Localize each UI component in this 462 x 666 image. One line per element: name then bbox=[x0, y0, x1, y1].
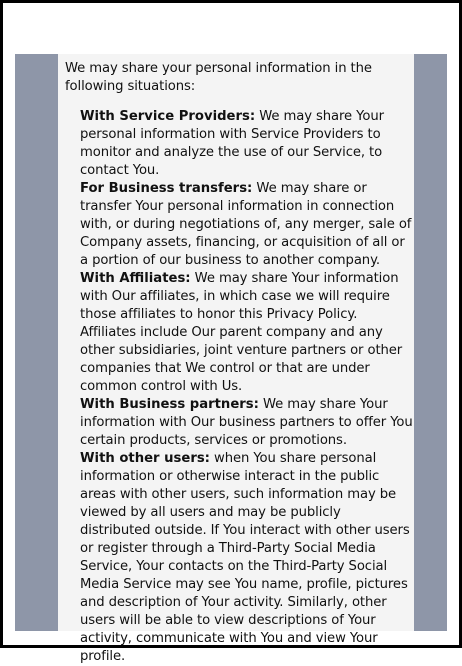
list-item-text: We may share Your information with Our business partners to offer You certain products, services or promotions. bbox=[80, 397, 413, 448]
list-item-other-users bbox=[80, 450, 414, 666]
list-item-affiliates bbox=[80, 270, 414, 396]
top-bar bbox=[6, 6, 456, 54]
list-item-text: We may share or transfer Your personal information in connection with, or during negotiations of, any merger, sale of Company assets, financing, or acquisition of all or a portion of our business to another company. bbox=[80, 181, 412, 268]
list-item-text: We may share Your information with Our affiliates, in which case we will require those affiliates to honor this Privacy Policy. Affiliates include Our parent company and any other subsidiaries, joint venture partners or other companies that We control or that are under common control with Us. bbox=[80, 271, 403, 394]
intro-paragraph: We may share your personal information in the following situations: bbox=[65, 61, 372, 94]
list-item-term: With Service Providers: bbox=[80, 109, 256, 124]
document-viewer[interactable] bbox=[15, 54, 447, 664]
list-item-term: With other users: bbox=[80, 451, 210, 466]
list-item-text: when You share personal information or otherwise interact in the public areas with other users, such information may be viewed by all users and may be publicly distributed outside. If You interact with other users or register through a Third-Party Social Media Service, Your contacts on the Third-Party Social Media Service may see You name, profile, pictures and description of Your activity. Similarly, other users will be able to view descriptions of Your activity, communicate with You and view Your profile. bbox=[80, 451, 410, 664]
list-item-business-partners bbox=[80, 396, 414, 450]
list-item-term: For Business transfers: bbox=[80, 181, 253, 196]
sharing-situations-list bbox=[80, 108, 414, 666]
list-item-term: With Business partners: bbox=[80, 397, 259, 412]
list-item-text: We may share Your personal information with Service Providers to monitor and analyze the use of our Service, to contact You. bbox=[80, 109, 384, 178]
privacy-policy-page[interactable] bbox=[58, 54, 414, 664]
list-item-service-providers bbox=[80, 108, 414, 180]
screen bbox=[6, 6, 456, 664]
list-item-term: With Affiliates: bbox=[80, 271, 191, 286]
list-item-business-transfers bbox=[80, 180, 414, 270]
